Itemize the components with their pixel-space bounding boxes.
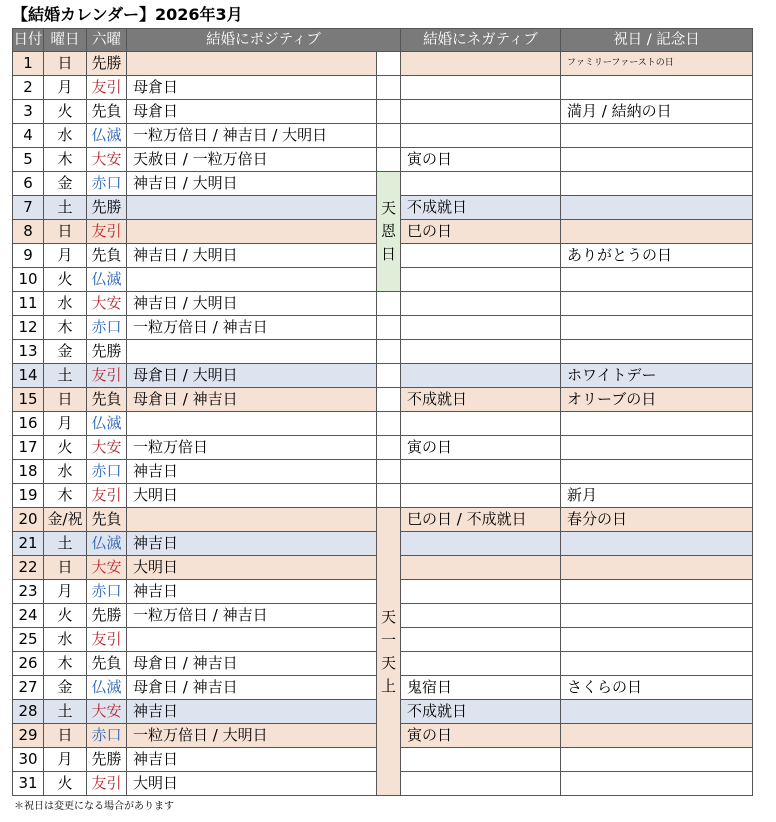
negative-cell	[401, 748, 561, 772]
weekday-cell: 水	[44, 628, 87, 652]
table-row	[13, 436, 753, 460]
weekday-cell: 木	[44, 652, 87, 676]
day-cell: 30	[13, 748, 44, 772]
weekday-cell: 木	[44, 484, 87, 508]
positive-cell: 神吉日	[127, 532, 377, 556]
special-day-cell	[377, 340, 401, 364]
positive-cell: 一粒万倍日 / 神吉日 / 大明日	[127, 124, 377, 148]
rokuyo-cell: 大安	[87, 436, 127, 460]
special-day-cell	[377, 52, 401, 76]
negative-cell	[401, 532, 561, 556]
negative-cell	[401, 244, 561, 268]
holiday-cell	[561, 76, 753, 100]
footnote: ＊祝日は変更になる場合があります	[14, 801, 174, 812]
weekday-cell: 土	[44, 196, 87, 220]
rokuyo-cell: 赤口	[87, 724, 127, 748]
rokuyo-cell: 先勝	[87, 52, 127, 76]
table-row	[13, 484, 753, 508]
negative-cell: 鬼宿日	[401, 676, 561, 700]
weekday-cell: 月	[44, 76, 87, 100]
holiday-cell	[561, 340, 753, 364]
header-day: 日付	[13, 29, 44, 52]
holiday-cell: ありがとうの日	[561, 244, 753, 268]
day-cell: 9	[13, 244, 44, 268]
holiday-cell	[561, 220, 753, 244]
day-cell: 22	[13, 556, 44, 580]
rokuyo-cell: 先勝	[87, 340, 127, 364]
holiday-cell	[561, 412, 753, 436]
day-cell: 17	[13, 436, 44, 460]
weekday-cell: 日	[44, 724, 87, 748]
negative-cell	[401, 556, 561, 580]
day-cell: 12	[13, 316, 44, 340]
weekday-cell: 火	[44, 436, 87, 460]
table-row	[13, 412, 753, 436]
negative-cell: 寅の日	[401, 148, 561, 172]
header-negative: 結婚にネガティブ	[401, 29, 561, 52]
day-cell: 19	[13, 484, 44, 508]
special-day-cell	[377, 484, 401, 508]
negative-cell: 巳の日 / 不成就日	[401, 508, 561, 532]
header-row	[13, 29, 753, 52]
day-cell: 5	[13, 148, 44, 172]
positive-cell: 母倉日 / 神吉日	[127, 388, 377, 412]
holiday-cell	[561, 532, 753, 556]
holiday-cell: さくらの日	[561, 676, 753, 700]
negative-cell	[401, 268, 561, 292]
header-holiday: 祝日 / 記念日	[561, 29, 753, 52]
table-row	[13, 172, 753, 196]
day-cell: 29	[13, 724, 44, 748]
table-row	[13, 460, 753, 484]
table-row	[13, 76, 753, 100]
weekday-cell: 火	[44, 268, 87, 292]
holiday-cell	[561, 316, 753, 340]
holiday-cell	[561, 772, 753, 796]
positive-cell: 母倉日 / 神吉日	[127, 652, 377, 676]
negative-cell	[401, 52, 561, 76]
rokuyo-cell: 先勝	[87, 604, 127, 628]
day-cell: 14	[13, 364, 44, 388]
weekday-cell: 日	[44, 220, 87, 244]
special-day-cell	[377, 316, 401, 340]
rokuyo-cell: 先勝	[87, 748, 127, 772]
special-day-cell	[377, 460, 401, 484]
rokuyo-cell: 仏滅	[87, 412, 127, 436]
special-day-cell	[377, 388, 401, 412]
holiday-cell	[561, 556, 753, 580]
rokuyo-cell: 先負	[87, 652, 127, 676]
header-weekday: 曜日	[44, 29, 87, 52]
day-cell: 23	[13, 580, 44, 604]
rokuyo-cell: 大安	[87, 148, 127, 172]
day-cell: 16	[13, 412, 44, 436]
negative-cell	[401, 340, 561, 364]
positive-cell: 母倉日	[127, 100, 377, 124]
negative-cell: 巳の日	[401, 220, 561, 244]
negative-cell	[401, 124, 561, 148]
special-day-cell	[377, 148, 401, 172]
holiday-cell: 満月 / 結納の日	[561, 100, 753, 124]
rokuyo-cell: 先負	[87, 100, 127, 124]
positive-cell	[127, 340, 377, 364]
negative-cell	[401, 172, 561, 196]
rokuyo-cell: 赤口	[87, 316, 127, 340]
rokuyo-cell: 仏滅	[87, 676, 127, 700]
special-day-cell	[377, 412, 401, 436]
rokuyo-cell: 友引	[87, 772, 127, 796]
day-cell: 10	[13, 268, 44, 292]
holiday-cell: 新月	[561, 484, 753, 508]
weekday-cell: 日	[44, 556, 87, 580]
negative-cell	[401, 772, 561, 796]
day-cell: 7	[13, 196, 44, 220]
positive-cell: 母倉日	[127, 76, 377, 100]
negative-cell	[401, 628, 561, 652]
header-rokuyo: 六曜	[87, 29, 127, 52]
positive-cell: 神吉日 / 大明日	[127, 172, 377, 196]
day-cell: 25	[13, 628, 44, 652]
day-cell: 18	[13, 460, 44, 484]
day-cell: 6	[13, 172, 44, 196]
holiday-cell	[561, 724, 753, 748]
positive-cell: 神吉日 / 大明日	[127, 292, 377, 316]
positive-cell: 天赦日 / 一粒万倍日	[127, 148, 377, 172]
special-day-cell	[377, 76, 401, 100]
negative-cell: 寅の日	[401, 436, 561, 460]
positive-cell: 大明日	[127, 772, 377, 796]
rokuyo-cell: 大安	[87, 700, 127, 724]
day-cell: 21	[13, 532, 44, 556]
holiday-cell	[561, 580, 753, 604]
day-cell: 2	[13, 76, 44, 100]
table-row	[13, 148, 753, 172]
positive-cell	[127, 412, 377, 436]
holiday-cell	[561, 124, 753, 148]
rokuyo-cell: 先負	[87, 244, 127, 268]
rokuyo-cell: 先勝	[87, 196, 127, 220]
day-cell: 4	[13, 124, 44, 148]
weekday-cell: 水	[44, 292, 87, 316]
special-day-cell	[377, 364, 401, 388]
holiday-cell	[561, 292, 753, 316]
rokuyo-cell: 赤口	[87, 580, 127, 604]
positive-cell: 一粒万倍日 / 大明日	[127, 724, 377, 748]
weekday-cell: 水	[44, 460, 87, 484]
weekday-cell: 木	[44, 148, 87, 172]
positive-cell: 神吉日	[127, 748, 377, 772]
positive-cell: 神吉日	[127, 700, 377, 724]
negative-cell	[401, 580, 561, 604]
weekday-cell: 水	[44, 124, 87, 148]
positive-cell	[127, 220, 377, 244]
rokuyo-cell: 先負	[87, 508, 127, 532]
weekday-cell: 土	[44, 532, 87, 556]
weekday-cell: 火	[44, 772, 87, 796]
weekday-cell: 火	[44, 100, 87, 124]
positive-cell: 神吉日	[127, 580, 377, 604]
holiday-cell	[561, 172, 753, 196]
positive-cell: 母倉日 / 大明日	[127, 364, 377, 388]
rokuyo-cell: 友引	[87, 364, 127, 388]
table-row	[13, 52, 753, 76]
header-positive: 結婚にポジティブ	[127, 29, 401, 52]
negative-cell	[401, 76, 561, 100]
rokuyo-cell: 大安	[87, 292, 127, 316]
weekday-cell: 土	[44, 364, 87, 388]
holiday-cell	[561, 148, 753, 172]
negative-cell	[401, 412, 561, 436]
day-cell: 24	[13, 604, 44, 628]
rokuyo-cell: 友引	[87, 484, 127, 508]
special-day-cell	[377, 292, 401, 316]
positive-cell	[127, 508, 377, 532]
rokuyo-cell: 赤口	[87, 460, 127, 484]
holiday-cell	[561, 628, 753, 652]
rokuyo-cell: 仏滅	[87, 532, 127, 556]
rokuyo-cell: 友引	[87, 220, 127, 244]
negative-cell	[401, 460, 561, 484]
rokuyo-cell: 仏滅	[87, 268, 127, 292]
weekday-cell: 土	[44, 700, 87, 724]
positive-cell	[127, 268, 377, 292]
weekday-cell: 月	[44, 748, 87, 772]
holiday-cell	[561, 436, 753, 460]
negative-cell: 不成就日	[401, 196, 561, 220]
day-cell: 8	[13, 220, 44, 244]
day-cell: 20	[13, 508, 44, 532]
table-row	[13, 388, 753, 412]
table-row	[13, 292, 753, 316]
weekday-cell: 月	[44, 412, 87, 436]
holiday-cell: オリーブの日	[561, 388, 753, 412]
holiday-cell: ファミリーファーストの日	[561, 52, 753, 76]
positive-cell: 大明日	[127, 556, 377, 580]
weekday-cell: 日	[44, 52, 87, 76]
positive-cell: 一粒万倍日 / 神吉日	[127, 316, 377, 340]
special-day-cell	[377, 100, 401, 124]
day-cell: 1	[13, 52, 44, 76]
calendar-body	[13, 52, 753, 796]
negative-cell	[401, 100, 561, 124]
day-cell: 27	[13, 676, 44, 700]
page-title: 【結婚カレンダー】2026年3月	[12, 5, 243, 24]
holiday-cell	[561, 748, 753, 772]
weekday-cell: 木	[44, 316, 87, 340]
positive-cell	[127, 52, 377, 76]
negative-cell	[401, 292, 561, 316]
weekday-cell: 金	[44, 172, 87, 196]
rokuyo-cell: 仏滅	[87, 124, 127, 148]
day-cell: 15	[13, 388, 44, 412]
rokuyo-cell: 大安	[87, 556, 127, 580]
positive-cell: 母倉日 / 神吉日	[127, 676, 377, 700]
table-row	[13, 340, 753, 364]
holiday-cell	[561, 196, 753, 220]
table-row	[13, 316, 753, 340]
table-row	[13, 364, 753, 388]
negative-cell: 不成就日	[401, 700, 561, 724]
holiday-cell: 春分の日	[561, 508, 753, 532]
negative-cell: 寅の日	[401, 724, 561, 748]
negative-cell	[401, 604, 561, 628]
rokuyo-cell: 先負	[87, 388, 127, 412]
weekday-cell: 火	[44, 604, 87, 628]
positive-cell: 一粒万倍日	[127, 436, 377, 460]
weekday-cell: 日	[44, 388, 87, 412]
special-day-cell	[377, 124, 401, 148]
tenichitenjo-label: 天一天上	[377, 508, 401, 796]
positive-cell: 大明日	[127, 484, 377, 508]
day-cell: 28	[13, 700, 44, 724]
rokuyo-cell: 赤口	[87, 172, 127, 196]
negative-cell	[401, 484, 561, 508]
positive-cell: 神吉日 / 大明日	[127, 244, 377, 268]
negative-cell	[401, 364, 561, 388]
day-cell: 3	[13, 100, 44, 124]
negative-cell: 不成就日	[401, 388, 561, 412]
day-cell: 13	[13, 340, 44, 364]
weekday-cell: 金	[44, 676, 87, 700]
holiday-cell	[561, 700, 753, 724]
positive-cell	[127, 628, 377, 652]
table-row	[13, 124, 753, 148]
positive-cell: 一粒万倍日 / 神吉日	[127, 604, 377, 628]
holiday-cell	[561, 460, 753, 484]
weekday-cell: 金/祝	[44, 508, 87, 532]
day-cell: 26	[13, 652, 44, 676]
positive-cell: 神吉日	[127, 460, 377, 484]
weekday-cell: 月	[44, 244, 87, 268]
rokuyo-cell: 友引	[87, 76, 127, 100]
rokuyo-cell: 友引	[87, 628, 127, 652]
negative-cell	[401, 652, 561, 676]
day-cell: 11	[13, 292, 44, 316]
calendar-table	[12, 28, 753, 796]
tenon-day-label: 天恩日	[377, 172, 401, 292]
positive-cell	[127, 196, 377, 220]
holiday-cell: ホワイトデー	[561, 364, 753, 388]
weekday-cell: 月	[44, 580, 87, 604]
weekday-cell: 金	[44, 340, 87, 364]
special-day-cell	[377, 436, 401, 460]
holiday-cell	[561, 604, 753, 628]
day-cell: 31	[13, 772, 44, 796]
holiday-cell	[561, 652, 753, 676]
table-row	[13, 508, 753, 532]
negative-cell	[401, 316, 561, 340]
holiday-cell	[561, 268, 753, 292]
table-row	[13, 100, 753, 124]
